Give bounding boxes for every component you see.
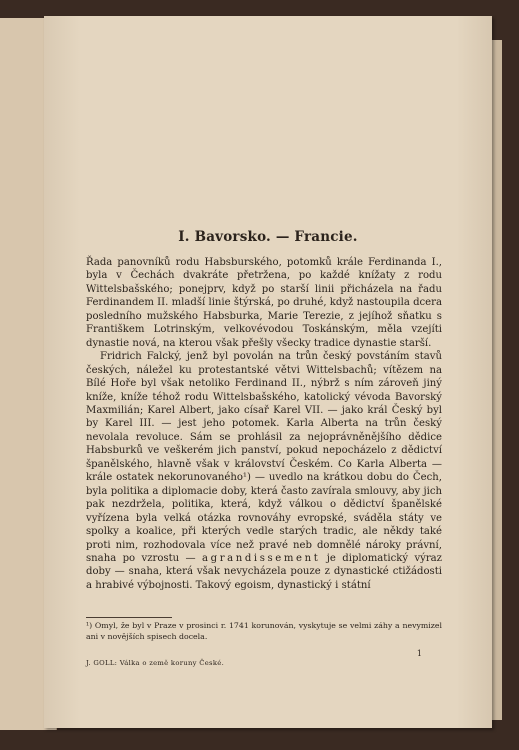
spaced-word: agrandissement [202, 552, 321, 564]
paragraph-1: Řada panovníků rodu Habsburského, potomků krále Ferdinanda I., byla v Čechách dvakráte přetržena, po každé knížaty z rodu Wittelsbašského; ponejprv, když po starší linii přicházela na řadu Ferdinandem II. mladší linie štýrská, po druhé, když nastoupila dcera posledního mužského Habsburka, Marie Terezie, z jejíhož sňatku s Františkem Lotrinským, velkovévodou Toskánským, měla vzejíti dynastie nová, na kterou však přešly všecky tradice dynastie starší. [86, 257, 442, 349]
page-number: 1 [416, 649, 422, 658]
paragraph-2 [86, 350, 442, 592]
body-text [86, 256, 442, 592]
chapter-title: I. Bavorsko. — Francie. [178, 229, 358, 245]
book-page [44, 16, 492, 728]
footnote: ¹) Omyl, že byl v Praze v prosinci r. 1741 korunován, vyskytuje se velmi záhy a nevymizel ani v novějších spisech docela. [86, 621, 442, 641]
paragraph-2-part-a: Fridrich Falcký, jenž byl povolán na trůn český povstáním stavů českých, náležel ku protestantské větvi Wittelsbachů; vítězem na Bílé Hoře byl však netoliko Ferdinand II., nýbrž s ním zároveň jiný kníže, kníže téhož rodu Wittelsbašského, katolický vévoda Bavorský Maxmilián; Karel Albert, jako císař Karel VII. — jako král Český byl by Karel III. — jest jeho potomek. Karla Alberta na trůn český nevolala revoluce. Sám se prohlásil za nejoprávněnějšího dědice Habsburků ve veškerém jich panství, pokud nepocházelo z dědictví španělského, hlavně však v království Českém. Co Karla Alberta — krále ostatek nekorunovaného¹) — uvedlo na krátkou dobu do Čech, byla politika a diplomacie doby, která často zavírala smlouvy, aby jich pak nezdržela, politika, která, když válkou o dědictví španělské vyřízena byla velká otázka rovnováhy evropské, sváděla státy ve spolky a koalice, při kterých vedle starých tradic, ale někdy také proti nim, rozhodovala více než pravé neb domnělé nároky právní, snaha po vzrostu — [86, 351, 442, 564]
signature-footer: J. GOLL: Válka o země koruny České. [86, 659, 225, 667]
footnote-rule [86, 617, 172, 618]
paragraph-2-part-b: je diplomatický výraz doby — snaha, která však nevycházela pouze z dynastické ctižádosti a hrabivé výbojnosti. Takový egoism, dynastický i státní [86, 552, 443, 591]
